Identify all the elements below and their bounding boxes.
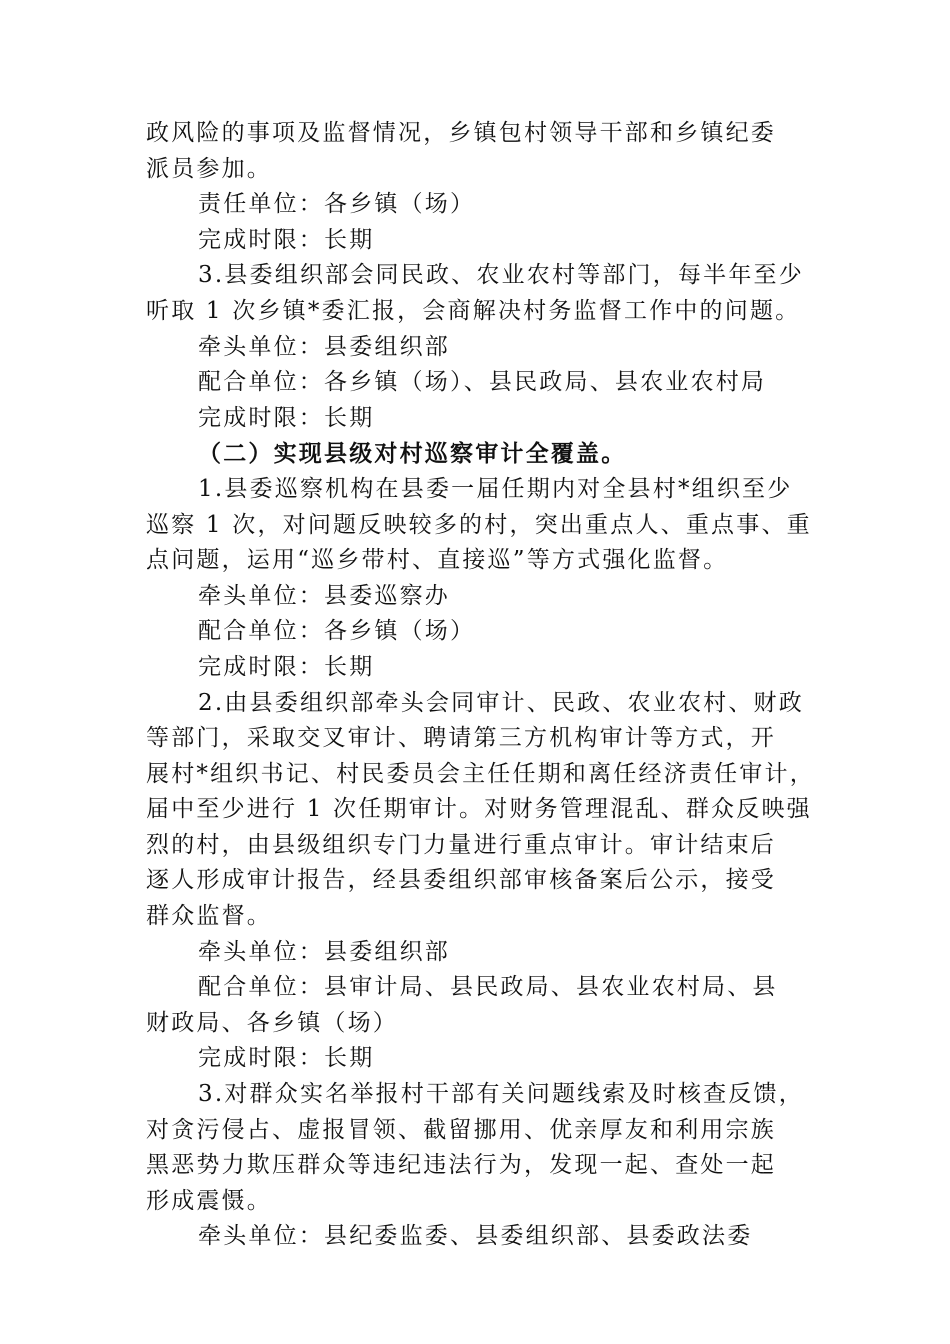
text-line: 完成时限：长期 <box>198 404 375 431</box>
text-line: 政风险的事项及监督情况，乡镇包村领导干部和乡镇纪委 <box>146 120 776 146</box>
text-line: 形成震慑。 <box>146 1187 272 1214</box>
text-line: 2.由县委组织部牵头会同审计、民政、农业农村、财政 <box>198 689 804 716</box>
section-heading: （二）实现县级对村巡察审计全覆盖。 <box>198 440 627 468</box>
text-line: 牵头单位：县委巡察办 <box>198 582 450 609</box>
text-line: 完成时限：长期 <box>198 1045 375 1072</box>
text-line: 巡察 1 次，对问题反映较多的村，突出重点人、重点事、重 <box>146 511 812 538</box>
text-line: 牵头单位：县委组织部 <box>198 333 450 360</box>
text-line: 牵头单位：县委组织部 <box>198 938 450 965</box>
text-line: 财政局、各乡镇（场） <box>146 1009 398 1036</box>
text-line: 3.对群众实名举报村干部有关问题线索及时核查反馈， <box>198 1081 804 1108</box>
document-page <box>146 116 815 1255</box>
text-line: 配合单位：各乡镇（场） <box>198 618 476 645</box>
text-line: 牵头单位：县纪委监委、县委组织部、县委政法委 <box>198 1223 753 1250</box>
text-line: 群众监督。 <box>146 903 272 930</box>
text-line: 听取 1 次乡镇*委汇报，会商解决村务监督工作中的问题。 <box>146 297 801 324</box>
text-line: 责任单位：各乡镇（场） <box>198 191 476 218</box>
text-line: 1.县委巡察机构在县委一届任期内对全县村*组织至少 <box>198 475 793 502</box>
text-line: 逐人形成审计报告，经县委组织部审核备案后公示，接受 <box>146 867 776 894</box>
text-line: 点问题，运用“巡乡带村、直接巡”等方式强化监督。 <box>146 547 729 574</box>
text-line: 烈的村，由县级组织专门力量进行重点审计。审计结束后 <box>146 831 776 858</box>
text-line: 配合单位：县审计局、县民政局、县农业农村局、县 <box>198 974 778 1001</box>
text-line: 展村*组织书记、村民委员会主任任期和离任经济责任审计， <box>146 760 815 787</box>
text-line: 完成时限：长期 <box>198 653 375 680</box>
text-line: 等部门，采取交叉审计、聘请第三方机构审计等方式，开 <box>146 725 776 752</box>
text-line: 届中至少进行 1 次任期审计。对财务管理混乱、群众反映强 <box>146 796 812 823</box>
text-line: 黑恶势力欺压群众等违纪违法行为，发现一起、查处一起 <box>146 1152 776 1179</box>
text-line: 配合单位：各乡镇（场）、县民政局、县农业农村局 <box>198 369 767 396</box>
text-line: 3.县委组织部会同民政、农业农村等部门，每半年至少 <box>198 262 804 289</box>
text-line: 对贪污侵占、虚报冒领、截留挪用、优亲厚友和利用宗族 <box>146 1116 776 1143</box>
text-line: 完成时限：长期 <box>198 226 375 253</box>
text-line: 派员参加。 <box>146 155 272 182</box>
